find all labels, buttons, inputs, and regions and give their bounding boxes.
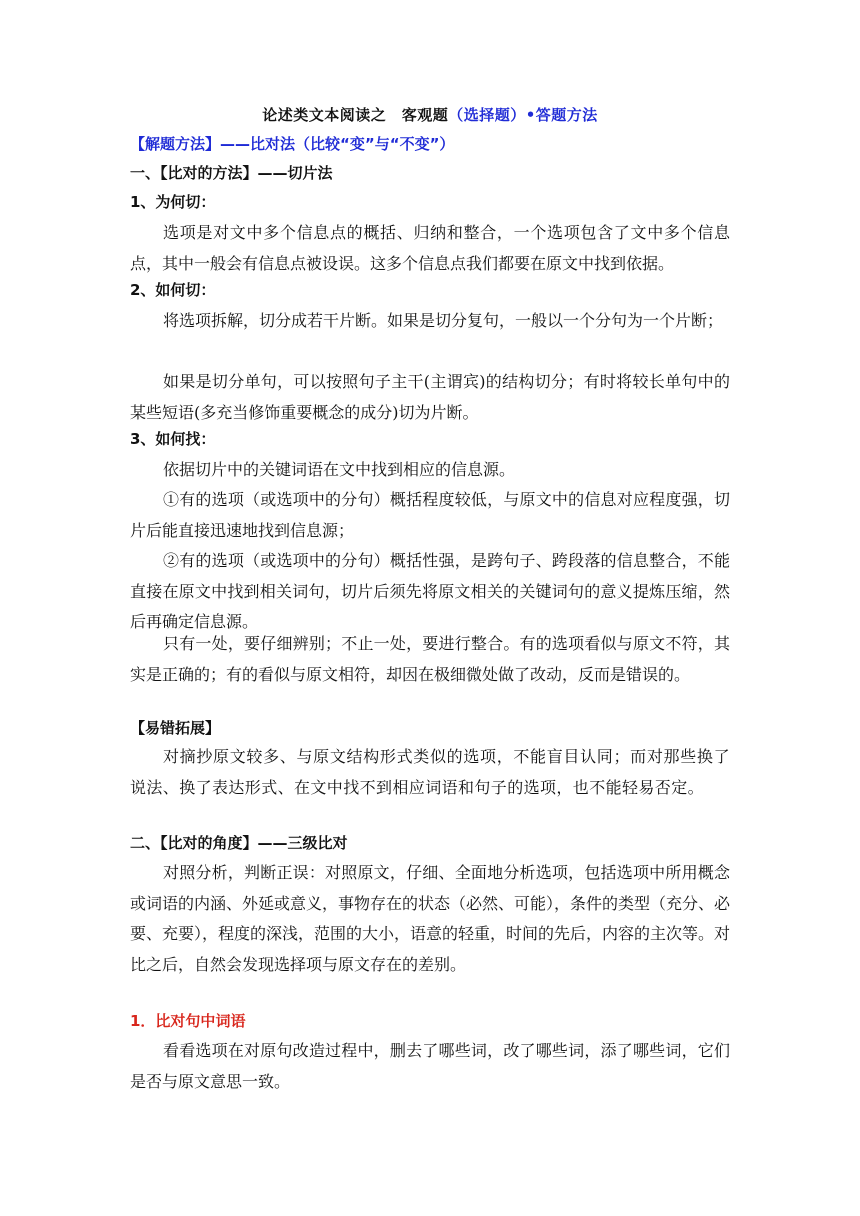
title-main: 论述类文本阅读之 客观题: [262, 106, 449, 124]
section-1-heading: 一、【比对的方法】——切片法: [130, 164, 333, 182]
section-2-heading: 二、【比对的角度】——三级比对: [130, 834, 348, 852]
question-why-cut: 1、为何切：: [130, 193, 216, 211]
paragraph-option-low: ①有的选项（或选项中的分句）概括程度较低，与原文中的信息对应程度强，切片后能直接迅速地找到信息源；: [130, 490, 730, 540]
paragraph-how-cut-2: 如果是切分单句，可以按照句子主干(主谓宾)的结构切分；有时将较长单句中的某些短语(多充当修饰重要概念的成分)切为片断。: [130, 372, 730, 422]
question-how-cut: 2、如何切：: [130, 281, 216, 299]
paragraph-comparison: 对照分析，判断正误：对照原文，仔细、全面地分析选项，包括选项中所用概念或词语的内涵、外延或意义，事物存在的状态（必然、可能），条件的类型（充分、必要、充要），程度的深浅，范围的大小，语意的轻重，时间的先后，内容的主次等。对比之后，自然会发现选择项与原文存在的差别。: [130, 863, 731, 974]
paragraph-why-cut: 选项是对文中多个信息点的概括、归纳和整合，一个选项包含了文中多个信息点，其中一般会有信息点被设误。这多个信息点我们都要在原文中找到依据。: [130, 223, 730, 273]
paragraph-how-cut-1: 将选项拆解，切分成若干片断。如果是切分复句，一般以一个分句为一个片断；: [163, 311, 724, 330]
document-title: [0, 104, 860, 125]
question-how-find: 3、如何找：: [130, 430, 216, 448]
error-extension-heading: 【易错拓展】: [130, 719, 221, 737]
title-highlight: （选择题）•答题方法: [448, 106, 598, 124]
paragraph-word-comparison: 看看选项在对原句改造过程中，删去了哪些词，改了哪些词，添了哪些词，它们是否与原文意思一致。: [130, 1041, 730, 1091]
method-heading: 【解题方法】——比对法（比较“变”与“不变”）: [130, 135, 455, 153]
subsection-1-heading: 1．比对句中词语: [130, 1012, 246, 1030]
paragraph-error-extension: 对摘抄原文较多、与原文结构形式类似的选项，不能盲目认同；而对那些换了说法、换了表达形式、在文中找不到相应词语和句子的选项，也不能轻易否定。: [130, 747, 730, 797]
paragraph-option-high: ②有的选项（或选项中的分句）概括性强，是跨句子、跨段落的信息整合，不能直接在原文中找到相关词句，切片后须先将原文相关的关键词句的意义提炼压缩，然后再确定信息源。: [130, 551, 730, 631]
paragraph-how-find: 依据切片中的关键词语在文中找到相应的信息源。: [163, 460, 516, 479]
paragraph-integration: 只有一处，要仔细辨别；不止一处，要进行整合。有的选项看似与原文不符，其实是正确的；有的看似与原文相符，却因在极细微处做了改动，反而是错误的。: [130, 634, 730, 684]
